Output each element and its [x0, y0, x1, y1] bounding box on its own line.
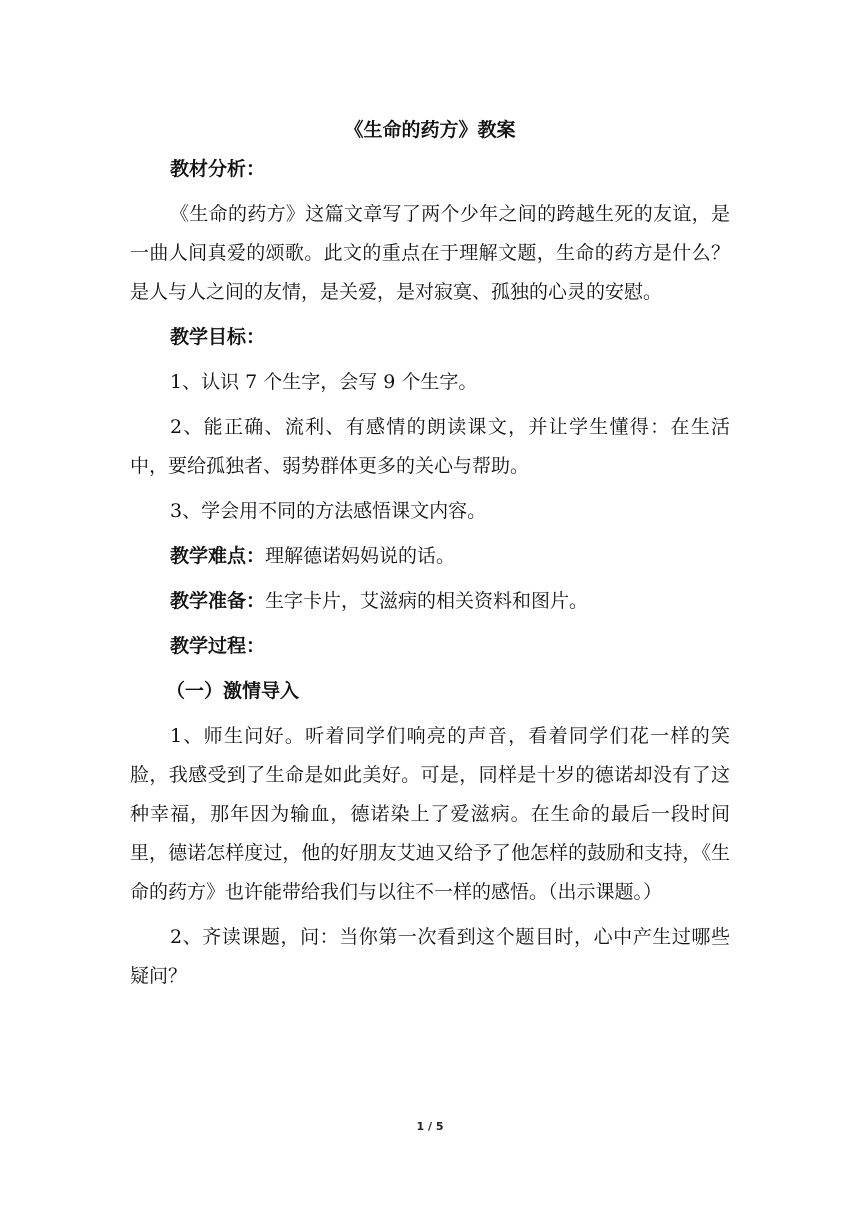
- goal-item: 3、学会用不同的方法感悟课文内容。: [170, 500, 487, 522]
- page-indicator: 1 / 5: [416, 1120, 444, 1133]
- step1-item: 2、齐读课题，问：当你第一次看到这个题目时，心中产生过哪些疑问？: [130, 926, 730, 987]
- prep-paragraph: [130, 582, 730, 621]
- analysis-paragraph: 《生命的药方》这篇文章写了两个少年之间的跨越生死的友谊，是一曲人间真爱的颂歌。此文的重点在于理解文题，生命的药方是什么？是人与人之间的友情，是关爱，是对寂寞、孤独的心灵的安慰。: [130, 203, 730, 303]
- step1-item: 1、师生问好。听着同学们响亮的声音，看着同学们花一样的笑脸，我感受到了生命是如此美好。可是，同样是十岁的德诺却没有了这种幸福，那年因为输血，德诺染上了爱滋病。在生命的最后一段时间里，德诺怎样度过，他的好朋友艾迪又给予了他怎样的鼓励和支持，《生命的药方》也许能带给我们与以往不一样的感悟。（出示课题。）: [130, 725, 730, 903]
- analysis-heading: 教材分析：: [170, 158, 266, 180]
- difficulty-label: 教学难点：: [170, 545, 266, 567]
- process-heading: 教学过程：: [170, 635, 266, 657]
- goal-item: 1、认识 7 个生字，会写 9 个生字。: [170, 371, 478, 393]
- document-body: [130, 110, 730, 1002]
- goals-heading: 教学目标：: [170, 326, 266, 348]
- goal-item: 2、能正确、流利、有感情的朗读课文，并让学生懂得：在生活中，要给孤独者、弱势群体更多的关心与帮助。: [130, 416, 730, 477]
- prep-label: 教学准备：: [170, 590, 266, 612]
- document-title: 《生命的药方》教案: [344, 119, 516, 141]
- difficulty-paragraph: [130, 537, 730, 576]
- difficulty-text: 理解德诺妈妈说的话。: [265, 545, 456, 567]
- step1-heading: （一）激情导入: [166, 680, 300, 702]
- prep-text: 生字卡片，艾滋病的相关资料和图片。: [265, 590, 589, 612]
